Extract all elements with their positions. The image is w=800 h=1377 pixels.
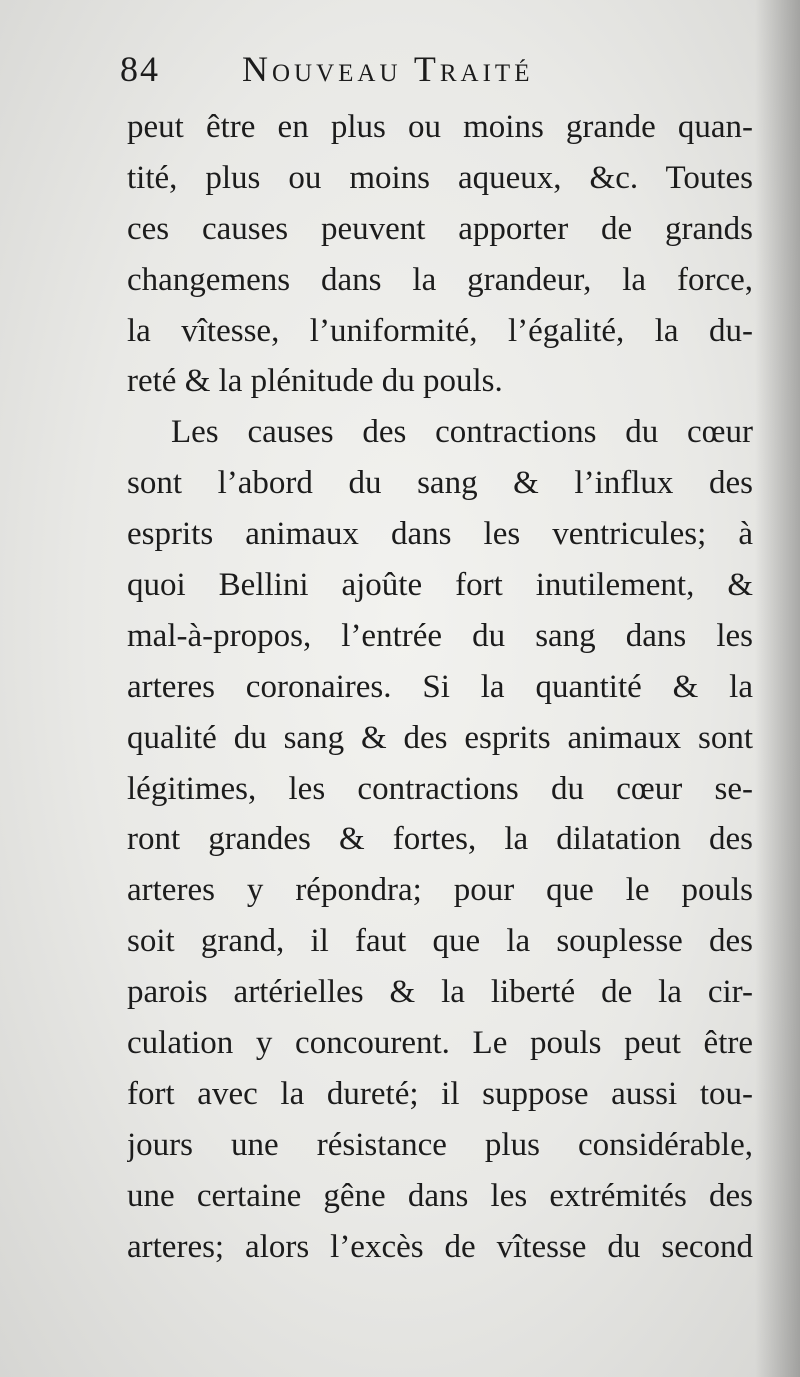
text-line: reté & la plénitude du pouls. [127,363,503,400]
page-number: 84 [120,49,160,89]
text-line: ces causes peuvent apporter de grands [127,210,753,247]
text-line: arteres y répondra; pour que le pouls [127,872,753,909]
running-title: Nouveau Traité [242,49,534,89]
text-line: la vîtesse, l’uniformité, l’égalité, la du- [127,312,753,349]
text-line: qualité du sang & des esprits animaux sont [127,719,753,756]
text-line: arteres coronaires. Si la quantité & la [127,668,753,705]
text-line: esprits animaux dans les ventricules; à [127,516,753,553]
body-text [127,102,753,1272]
text-line: quoi Bellini ajoûte fort inutilement, & [127,567,753,604]
text-line: fort avec la dureté; il suppose aussi tou- [127,1075,753,1112]
text-line: sont l’abord du sang & l’influx des [127,465,753,502]
paragraph-start-line: Les causes des contractions du cœur [171,414,753,451]
text-line: culation y concourent. Le pouls peut être [127,1025,753,1062]
text-line: légitimes, les contractions du cœur se- [127,770,753,807]
text-line: mal-à-propos, l’entrée du sang dans les [127,617,753,654]
text-line: arteres; alors l’excès de vîtesse du second [127,1228,753,1265]
text-line: soit grand, il faut que la souplesse des [127,923,753,960]
text-line: changemens dans la grandeur, la force, [127,261,753,298]
running-head [120,48,760,98]
text-line: une certaine gêne dans les extrémités des [127,1177,753,1214]
text-line: jours une résistance plus considérable, [127,1126,753,1163]
text-line: parois artérielles & la liberté de la cir- [127,974,753,1011]
text-line: tité, plus ou moins aqueux, &c. Toutes [127,159,753,196]
text-line: ront grandes & fortes, la dilatation des [127,821,753,858]
text-line: peut être en plus ou moins grande quan- [127,109,753,145]
